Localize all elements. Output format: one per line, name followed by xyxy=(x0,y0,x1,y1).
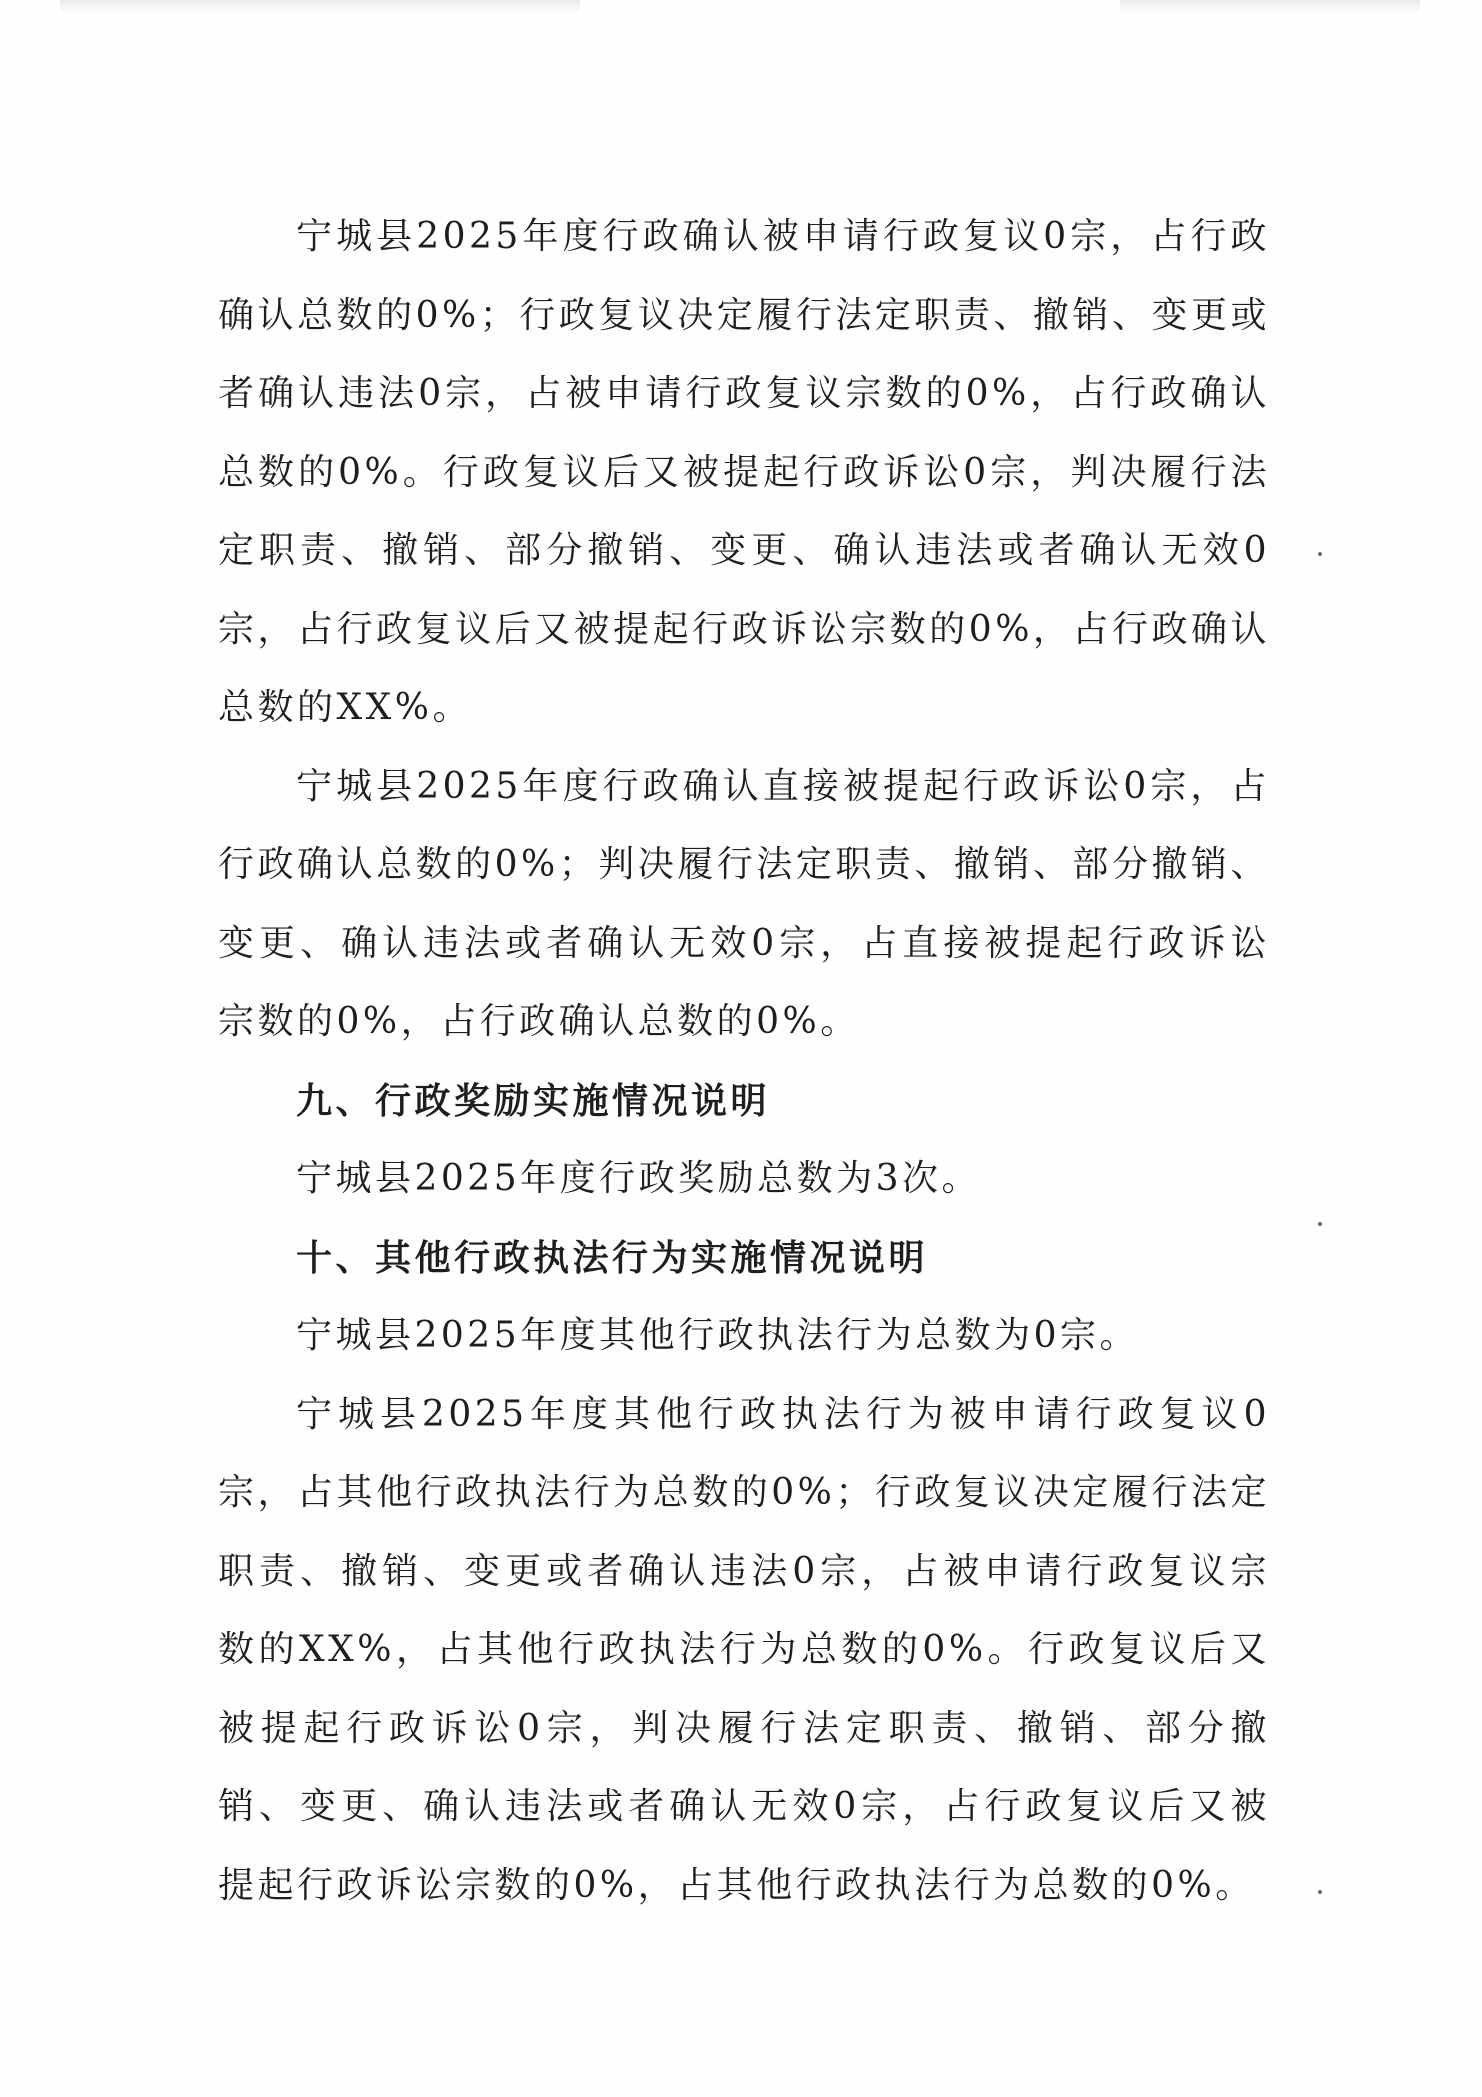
document-body xyxy=(218,198,1270,1925)
scan-speck xyxy=(1318,1222,1322,1226)
paragraph-other-enforcement-reconsideration: 宁城县2025年度其他行政执法行为被申请行政复议0宗，占其他行政执法行为总数的0%；行政复议决定履行法定职责、撤销、变更或者确认违法0宗，占被申请行政复议宗数的XX%，占其他行政执法行为总数的0%。行政复议后又被提起行政诉讼0宗，判决履行法定职责、撤销、部分撤销、变更、确认违法或者确认无效0宗，占行政复议后又被提起行政诉讼宗数的0%，占其他行政执法行为总数的0%。 xyxy=(218,1393,1270,1906)
scan-speck xyxy=(1318,1890,1322,1894)
section-heading-other-enforcement: 十、其他行政执法行为实施情况说明 xyxy=(296,1236,929,1279)
paragraph-confirmation-reconsideration: 宁城县2025年度行政确认被申请行政复议0宗，占行政确认总数的0%；行政复议决定履行法定职责、撤销、变更或者确认违法0宗，占被申请行政复议宗数的0%，占行政确认总数的0%。行政复议后又被提起行政诉讼0宗，判决履行法定职责、撤销、部分撤销、变更、确认违法或者确认无效0宗，占行政复议后又被提起行政诉讼宗数的0%，占行政确认总数的XX%。 xyxy=(218,216,1270,728)
scan-edge-shadow xyxy=(1120,0,1420,14)
paragraph-other-enforcement-total: 宁城县2025年度其他行政执法行为总数为0宗。 xyxy=(296,1315,1140,1356)
paragraph-confirmation-litigation: 宁城县2025年度行政确认直接被提起行政诉讼0宗，占行政确认总数的0%；判决履行法定职责、撤销、部分撤销、变更、确认违法或者确认无效0宗，占直接被提起行政诉讼宗数的0%，占行政确认总数的0%。 xyxy=(218,765,1270,1042)
scan-edge-shadow xyxy=(60,0,580,14)
paragraph-award-total: 宁城县2025年度行政奖励总数为3次。 xyxy=(296,1158,982,1199)
section-heading-award: 九、行政奖励实施情况说明 xyxy=(296,1079,771,1122)
scan-speck xyxy=(1318,552,1322,556)
